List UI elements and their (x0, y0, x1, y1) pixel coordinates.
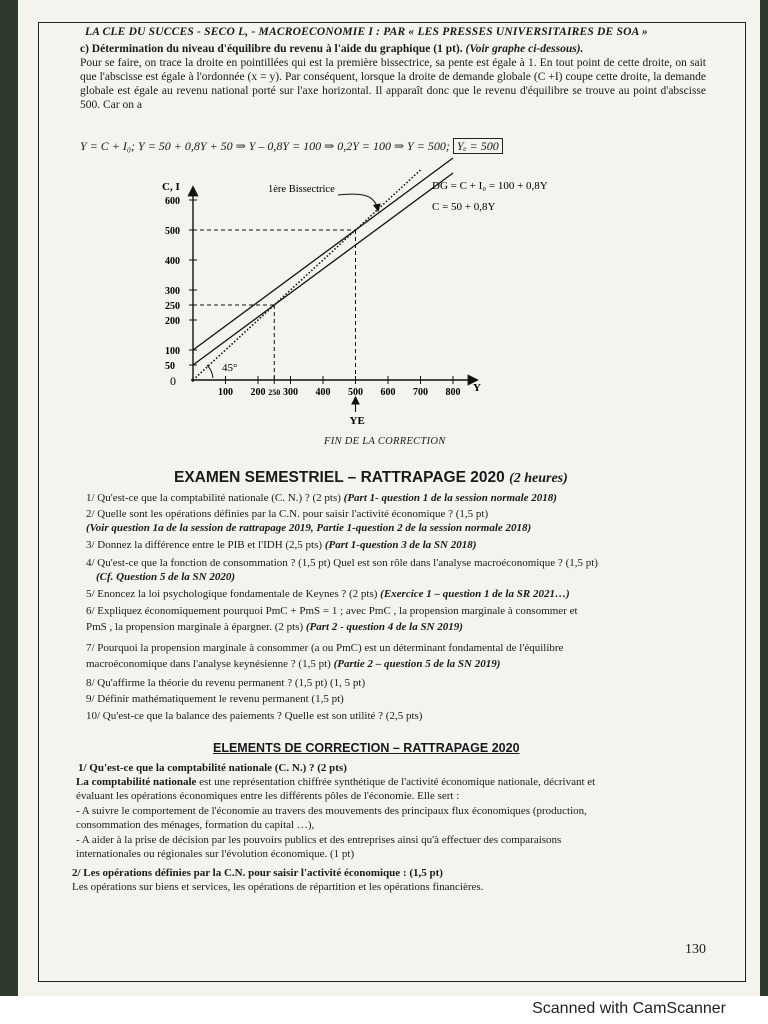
scanner-label: Scanned with CamScanner (532, 1000, 726, 1017)
x-tick-label: 400 (315, 387, 331, 398)
question-reference: (Part 1-question 3 de la SN 2018) (322, 539, 477, 551)
exam-question (86, 604, 578, 618)
question-text: PmS , la propension marginale à épargner. (2 pts) (86, 621, 304, 633)
correction-text: - A suivre le comportement de l'économie au travers des mouvements des principaux flux économiques (production, (76, 805, 587, 817)
question-text: 9/ Définir mathématiquement le revenu permanent (1,5 pt) (86, 693, 344, 705)
formula-result: Yₑ = 500 (453, 138, 503, 154)
consumption-line-c (193, 173, 453, 365)
y-tick-label: 250 (165, 301, 180, 312)
angle-label: 45° (222, 362, 238, 374)
question-reference: (Exercice 1 – question 1 de la SR 2021…) (377, 588, 570, 600)
exam-question (96, 570, 235, 584)
equilibrium-chart (0, 0, 768, 470)
y-axis-label: C, I (162, 181, 180, 193)
y-tick-label: 50 (165, 361, 175, 372)
correction-q2-title: 2/ Les opérations définies par la C.N. pour saisir l'activité économique : (1,5 pt) (72, 867, 443, 879)
question-text: 10/ Qu'est-ce que la balance des paiements ? Quelle est son utilité ? (2,5 pts) (86, 710, 423, 722)
label-bisector: 1ère Bissectrice (268, 184, 335, 195)
question-text: 4/ Qu'est-ce que la fonction de consommation ? (1,5 pt) Quel est son rôle dans l'analyse macroéconomique ? (1,5 pt) (86, 557, 598, 569)
exam-question (86, 538, 476, 552)
angle-arc (207, 365, 213, 378)
question-reference: (Partie 2 – question 5 de la SN 2019) (330, 658, 501, 670)
correction-line (76, 804, 587, 818)
y-tick-label: 200 (165, 316, 180, 327)
equilibrium-label: YE (349, 415, 365, 427)
exam-title (174, 469, 568, 487)
exam-question (86, 507, 488, 521)
x-tick-label: 300 (283, 387, 298, 398)
correction-line (76, 847, 354, 861)
correction-q1-title: 1/ Qu'est-ce que la comptabilité nationale (C. N.) ? (2 pts) (78, 762, 347, 774)
exam-question (86, 657, 500, 671)
label-c: C = 50 + 0,8Y (432, 201, 496, 213)
exam-question (86, 556, 598, 570)
exam-question (86, 641, 563, 655)
correction-line (76, 833, 561, 847)
exam-question (86, 491, 557, 505)
question-reference: (Part 2 - question 4 de la SN 2019) (303, 621, 463, 633)
question-reference: (Voir question 1a de la session de rattrapage 2019, Partie 1-question 2 de la session normale 2018) (86, 522, 532, 534)
question-text: 2/ Quelle sont les opérations définies par la C.N. pour saisir l'activité économique ? (1,5 pt) (86, 508, 489, 520)
section-c-body: Pour se faire, on trace la droite en pointillées qui est la première bissectrice, sa pente est égale à 1. En tout point de cette droite, on sait que l'abscisse est égale à l'ordonnée (x = y). Par conséquent, lorsque la droite de demande globale (C +I) coupe cette droite, la demande globale est égale au revenu national porté sur l'axe horizontal. Il apparaît donc que le revenu d'équilibre se trouve au point d'abscisse 500. Car on a (80, 57, 706, 111)
correction-line (76, 775, 595, 789)
correction-title: ELEMENTS DE CORRECTION – RATTRAPAGE 2020 (213, 741, 520, 755)
x-axis-label: Y (473, 382, 481, 394)
correction-line (76, 818, 314, 832)
y-tick-label: 100 (165, 346, 180, 357)
x-tick-label: 500 (348, 387, 363, 398)
end-of-correction: FIN DE LA CORRECTION (324, 436, 446, 447)
correction-text: - A aider à la prise de décision par les pouvoirs publics et des entreprises ainsi qu'à effectuer des comparaisons (76, 834, 562, 846)
label-dg: DG = C + I₀ = 100 + 0,8Y (432, 180, 548, 192)
page-number: 130 (685, 942, 706, 957)
y-tick-label: 400 (165, 256, 180, 267)
x-tick-label: 250 (268, 388, 281, 397)
exam-question (86, 521, 531, 535)
y-tick-label: 300 (165, 286, 180, 297)
correction-text: évaluant les opérations économiques entre les différents pôles de l'économie. Elle sert : (76, 790, 460, 802)
question-reference: (Part 1- question 1 de la session normale 2018) (340, 492, 557, 504)
question-text: 6/ Expliquez économiquement pourquoi PmC + PmS = 1 ; avec PmC , la propension marginale à consommer et (86, 605, 578, 617)
x-tick-label: 100 (218, 387, 233, 398)
bisector-line (193, 170, 421, 380)
correction-q2-body: Les opérations sur biens et services, les opérations de répartition et les opérations financières. (72, 881, 484, 893)
exam-question (86, 709, 422, 723)
formula-text: Y = C + I₀; Y = 50 + 0,8Y + 50 ⇒ Y – 0,8Y = 100 ⇒ 0,2Y = 100 ⇒ Y = 500; (80, 139, 450, 153)
correction-lead: La comptabilité nationale (76, 776, 197, 788)
exam-duration: (2 heures) (509, 471, 568, 486)
x-tick-label: 700 (413, 387, 428, 398)
x-tick-label: 800 (445, 387, 461, 398)
question-text: 1/ Qu'est-ce que la comptabilité nationale (C. N.) ? (2 pts) (86, 492, 341, 504)
y-tick-label: 600 (165, 196, 180, 207)
y-tick-label: 500 (165, 226, 180, 237)
exam-title-text: EXAMEN SEMESTRIEL – RATTRAPAGE 2020 (174, 469, 505, 486)
question-reference: (Cf. Question 5 de la SN 2020) (96, 571, 236, 583)
bisector-pointer (338, 194, 378, 210)
question-text: 8/ Qu'affirme la théorie du revenu permanent ? (1,5 pt) (1, 5 pt) (86, 677, 366, 689)
x-tick-label: 200 (250, 387, 266, 398)
x-tick-label: 600 (380, 387, 396, 398)
section-c-title: c) Détermination du niveau d'équilibre du revenu à l'aide du graphique (1 pt). (80, 43, 463, 55)
question-text: 5/ Enoncez la loi psychologique fondamentale de Keynes ? (2 pts) (86, 588, 378, 600)
question-text: 7/ Pourquoi la propension marginale à consommer (a ou PmC) est un déterminant fondamental de l'équilibre (86, 642, 564, 654)
question-text: macroéconomique dans l'analyse keynésienne ? (1,5 pt) (86, 658, 331, 670)
exam-question (86, 692, 344, 706)
question-text: 3/ Donnez la différence entre le PIB et l'IDH (2,5 pts) (86, 539, 323, 551)
exam-question (86, 587, 570, 601)
running-header: LA CLE DU SUCCES - SECO L, - MACROECONOMIE I : PAR « LES PRESSES UNIVERSITAIRES DE SOA » (85, 26, 648, 38)
origin-label: 0 (170, 374, 176, 388)
section-c-note: (Voir graphe ci-dessous). (465, 43, 584, 55)
exam-question (86, 676, 365, 690)
exam-question (86, 620, 463, 634)
correction-text: consommation des ménages, formation du capital …), (76, 819, 315, 831)
correction-text: est une représentation chiffrée synthétique de l'activité économique nationale, décrivant et (196, 776, 596, 788)
correction-line (76, 789, 459, 803)
correction-text: internationales ou régionales sur l'évolution économique. (1 pt) (76, 848, 355, 860)
